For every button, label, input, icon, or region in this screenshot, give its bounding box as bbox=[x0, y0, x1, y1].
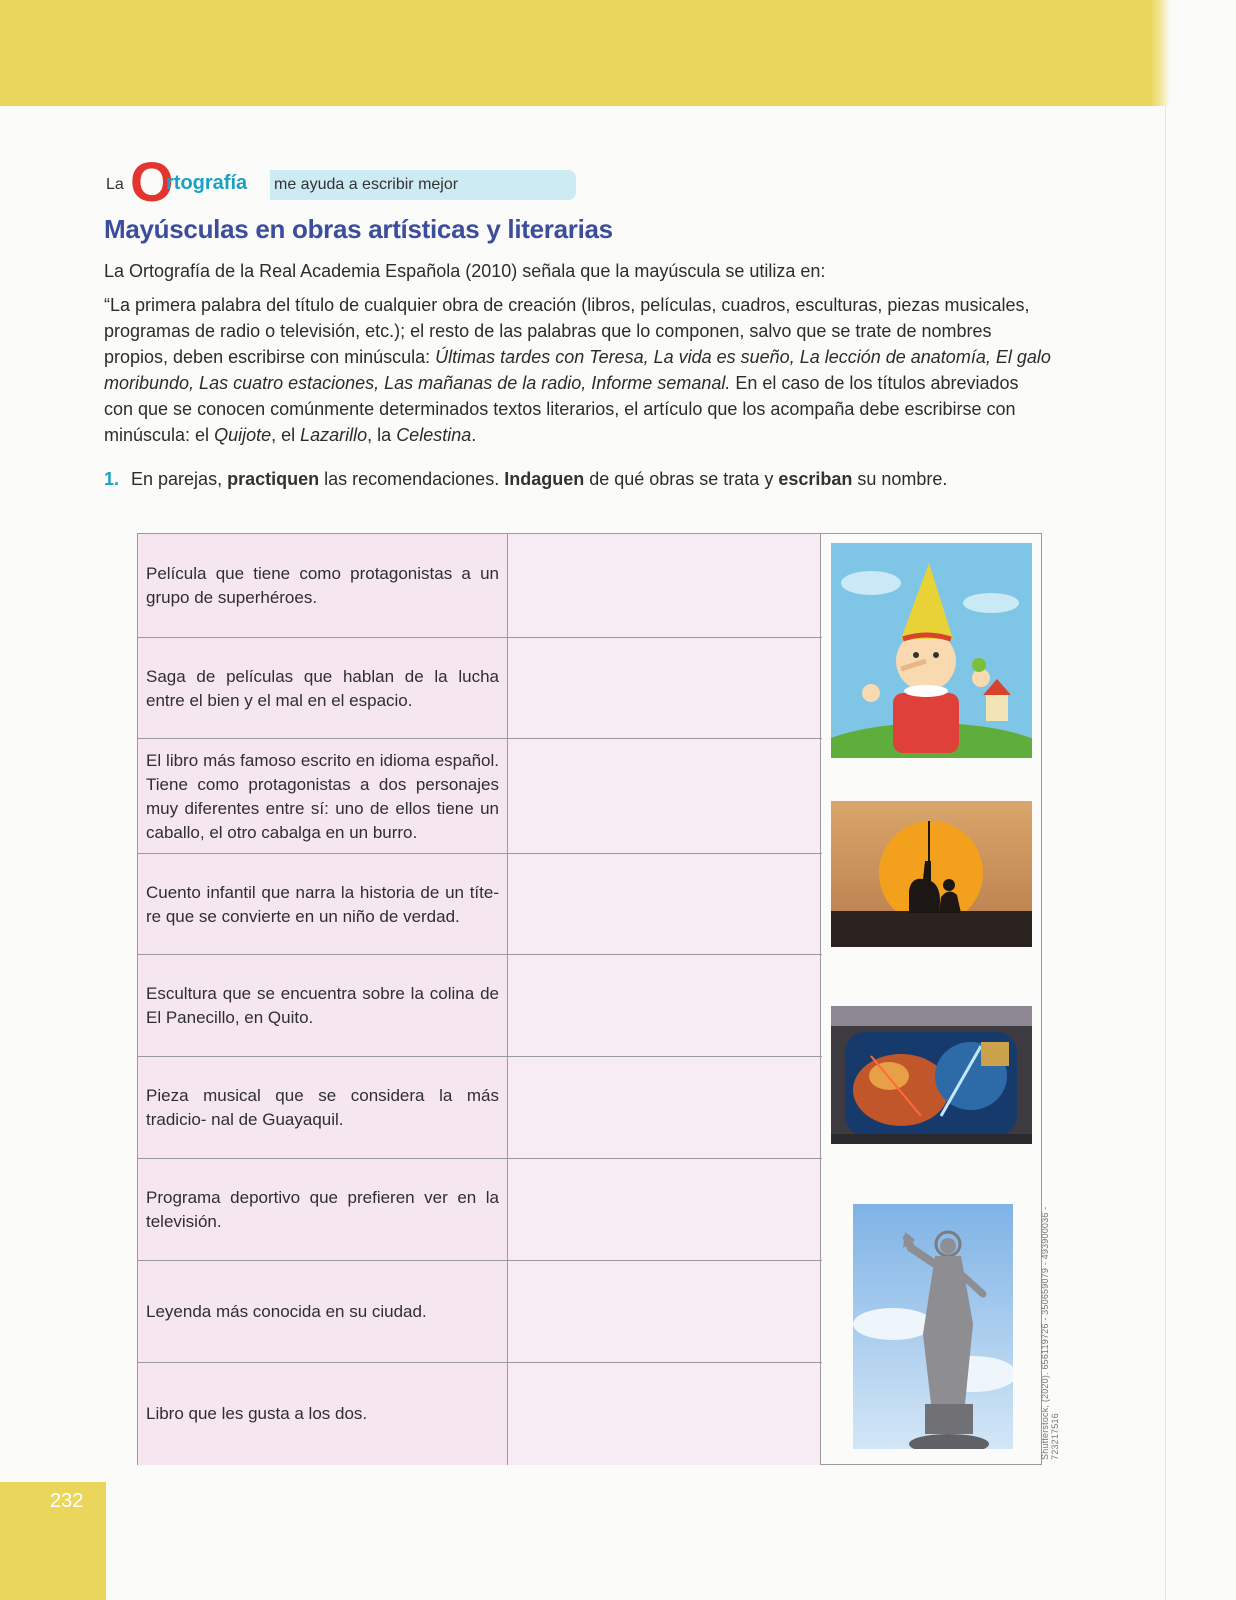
table-row bbox=[138, 637, 822, 739]
prompt-text: Escultura que se encuentra sobre la colina de El Panecillo, en Quito. bbox=[146, 984, 499, 1027]
answer-cell[interactable] bbox=[508, 1261, 821, 1363]
quote-examples: Últimas tardes con Teresa, La vida es sueño, La lección de anatomía, El galo moribundo, Las cuatro estaciones, Las mañanas de la radio, Informe semanal. bbox=[104, 347, 1051, 393]
prompt-text: Pieza musical que se considera la más tradicio- nal de Guayaquil. bbox=[146, 1086, 499, 1129]
answer-cell[interactable] bbox=[508, 955, 821, 1057]
quote-celestina: Celestina bbox=[396, 425, 472, 445]
top-color-band bbox=[0, 0, 1160, 106]
exercise-text-3: de qué obras se trata y bbox=[584, 469, 779, 489]
table-row bbox=[138, 853, 822, 955]
table-row bbox=[138, 1158, 822, 1261]
table-row bbox=[138, 738, 822, 854]
table-row bbox=[138, 1056, 822, 1159]
top-band-edge bbox=[1150, 0, 1170, 106]
exercise-text-1: En parejas, bbox=[131, 469, 228, 489]
pinocchio-svg bbox=[831, 543, 1032, 758]
prompt-cell bbox=[138, 638, 508, 739]
quote-quijote: Quijote bbox=[214, 425, 272, 445]
answer-cell[interactable] bbox=[508, 1363, 821, 1465]
prompt-text: Programa deportivo que prefieren ver en la televisión. bbox=[146, 1188, 499, 1231]
prompt-cell bbox=[138, 955, 508, 1057]
exercise-text-2: las recomendaciones. bbox=[319, 469, 505, 489]
table-row bbox=[138, 534, 822, 637]
table-row bbox=[138, 1260, 822, 1363]
table-row bbox=[138, 1362, 822, 1465]
prompt-text: Leyenda más conocida en su ciudad. bbox=[146, 1302, 427, 1321]
answer-cell[interactable] bbox=[508, 1057, 821, 1159]
panecillo-svg bbox=[853, 1204, 1013, 1449]
intro-text: La Ortografía de la Real Academia Española (2010) señala que la mayúscula se utiliza en: bbox=[104, 261, 826, 281]
prompt-text: Saga de películas que hablan de la lucha entre el bien y el mal en el espacio. bbox=[146, 666, 499, 710]
brand-la: La bbox=[106, 176, 124, 193]
exercise-text-4: su nombre. bbox=[852, 469, 948, 489]
quote-sep-1: , el bbox=[271, 425, 301, 445]
exercise-table bbox=[137, 533, 1042, 1465]
answer-cell[interactable] bbox=[508, 854, 821, 955]
answer-cell[interactable] bbox=[508, 1159, 821, 1261]
prompt-cell bbox=[138, 854, 508, 955]
prompt-cell bbox=[138, 739, 508, 854]
quote-mid: En el caso de los títulos abreviados con que se conocen comúnmente determinados textos literarios, el artículo que los acompaña debe escribirse con minúscula: el bbox=[104, 373, 1019, 445]
answer-cell[interactable] bbox=[508, 534, 821, 637]
exercise-number: 1. bbox=[104, 469, 120, 489]
quijote-sunset-photo bbox=[831, 801, 1032, 947]
answer-cell[interactable] bbox=[508, 638, 821, 739]
prompt-text: Película que tiene como protagonistas a un grupo de superhéroes. bbox=[146, 563, 499, 607]
rae-quote bbox=[104, 292, 1052, 448]
quote-lazarillo: Lazarillo bbox=[300, 425, 368, 445]
prompt-cell bbox=[138, 1363, 508, 1465]
brand-word: rtografía bbox=[166, 172, 248, 194]
quote-sep-2: , la bbox=[367, 425, 397, 445]
prompt-text: Cuento infantil que narra la historia de un títe- re que se convierte en un niño de verdad. bbox=[146, 882, 499, 926]
prompt-text: El libro más famoso escrito en idioma español. Tiene como protagonistas a dos personajes muy diferentes entre sí: uno de ellos tiene un caballo, el otro cabalga en un burro. bbox=[146, 750, 499, 842]
quote-end: . bbox=[471, 425, 477, 445]
star-wars-display-photo bbox=[831, 1006, 1032, 1144]
quijote-svg bbox=[831, 801, 1032, 947]
quote-start: “La primera palabra del título de cualquier obra de creación (libros, películas, cuadros, esculturas, piezas musicales, programas de radio o televisión, etc.); el resto de las palabras que lo componen, salvo que se trate de nombres propios, deben escribirse con minúscula: bbox=[104, 295, 1030, 367]
section-title: Mayúsculas en obras artísticas y literarias bbox=[104, 214, 613, 244]
image-credit: Shutterstock, (2020). 656119726 - 350659079 - 493900036 - 723217516 bbox=[1040, 1206, 1060, 1460]
brand-tagline: me ayuda a escribir mejor bbox=[274, 176, 459, 193]
prompt-cell bbox=[138, 1057, 508, 1159]
exercise-verb-practiquen: practiquen bbox=[227, 469, 320, 489]
pinocchio-illustration bbox=[831, 543, 1032, 758]
exercise-verb-escriban: escriban bbox=[778, 469, 853, 489]
table-row bbox=[138, 954, 822, 1057]
panecillo-virgin-photo bbox=[853, 1204, 1013, 1449]
answer-cell[interactable] bbox=[508, 739, 821, 854]
page-number: 232 bbox=[50, 1490, 84, 1512]
brand-o-letter: O bbox=[130, 150, 174, 213]
exercise-instruction bbox=[104, 466, 1064, 492]
image-column bbox=[822, 534, 1041, 1464]
page-edge-line bbox=[1165, 106, 1166, 1600]
section-brand bbox=[104, 150, 474, 213]
prompt-cell bbox=[138, 1261, 508, 1363]
prompt-cell bbox=[138, 534, 508, 637]
prompt-cell bbox=[138, 1159, 508, 1261]
exercise-verb-indaguen: Indaguen bbox=[504, 469, 585, 489]
star-wars-svg bbox=[831, 1006, 1032, 1144]
prompt-text: Libro que les gusta a los dos. bbox=[146, 1404, 368, 1423]
